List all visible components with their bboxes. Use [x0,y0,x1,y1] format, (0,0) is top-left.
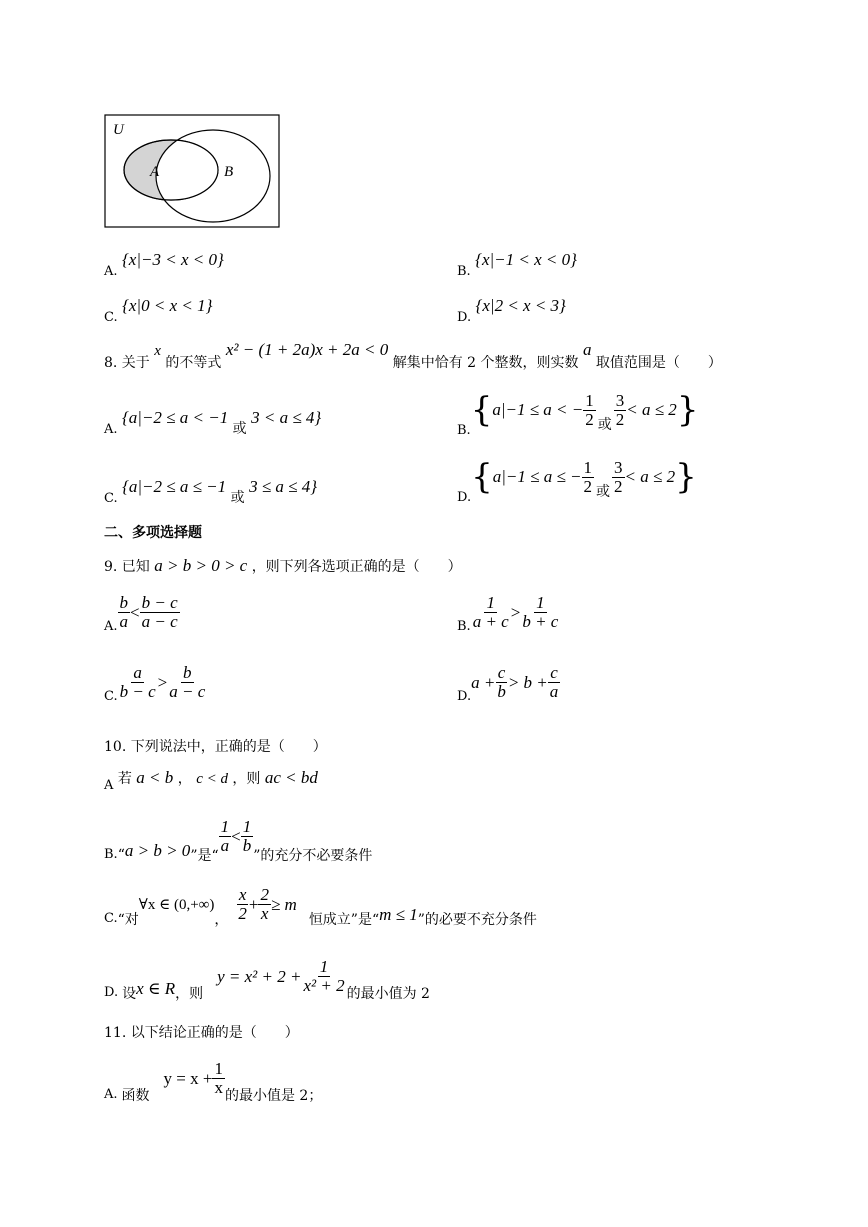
option-or: 或 [230,490,245,506]
q10-option-d [104,957,430,1002]
option-expr: {x|−1 < x < 0} [475,250,577,269]
text-tail: ”的充分不必要条件 [253,847,373,864]
q9-suffix: ，则下列各选项正确的是（ ） [251,559,462,575]
q8-var-x: x [154,343,161,359]
left-brace: { [471,457,493,497]
q8-inequality: x² − (1 + 2a)x + 2a < 0 [225,340,389,359]
option-label: B. [104,847,118,862]
expr-lhs: y = x² + 2 + [217,966,302,986]
option-label: C. [104,491,118,506]
option-label: A. [104,1087,118,1102]
q9-prefix: 9. 已知 [104,559,150,575]
fraction-half: $\frac{1}{2}$ [585,390,594,429]
label-b: B [224,164,234,180]
label-u: U [113,122,124,138]
text-holds: 恒成立”是“ [308,911,380,928]
q10-stem: 10. 下列说法中，正确的是（ ） [104,739,327,755]
option-part1: a|−1 ≤ a ≤ − [492,467,582,486]
text-if: 若 [117,771,132,787]
expr-2: c < d [196,771,228,787]
text-then: ，则 [175,985,204,1002]
fraction: $\frac{1}{\text{x² + 2}}$ [303,957,345,995]
venn-diagram [104,114,281,229]
option-label: A [104,778,114,793]
option-part2: < a ≤ 2 [624,467,676,486]
label-a: A [150,164,160,180]
q7-option-d [457,296,566,325]
text-is: ”是“ [190,847,219,864]
q7-option-b [457,250,577,279]
option-label: B. [457,619,471,634]
operator: < [130,602,140,622]
q8-stem [104,340,722,371]
fraction-right: $\frac{1}{b + c}$ [522,593,559,631]
quote-open: “ [117,846,125,863]
text-tail: 的最小值为 2 [346,985,430,1002]
q8-tail2: 取值范围是（ ） [595,355,722,371]
left-brace: { [470,390,493,430]
option-expr: {x|−3 < x < 0} [121,250,224,269]
expr-1: a > b > 0 [124,840,191,860]
option-part1: {a|−2 ≤ a < −1 [121,408,229,427]
option-label: A. [104,264,118,279]
q8-mid: 的不等式 [165,355,222,371]
q9-option-a [104,593,180,634]
fraction-right: $\frac{c}{a}$ [549,663,559,701]
expr-lhs: y = x + [163,1068,213,1088]
expr-ge-m: ≥ m [270,894,297,914]
q8-number: 8. 关于 [104,355,150,371]
expr-mid: > b + [507,672,548,692]
option-part1: {a|−2 ≤ a ≤ −1 [122,477,227,496]
expr-x-in-r: x ∈ R [136,978,176,998]
sep-1: ， [177,771,192,787]
text-for: “对 [117,911,139,928]
fraction-right: $\frac{b - c}{a - c}$ [141,593,178,631]
option-label: D. [457,310,472,325]
operator: < [231,826,241,846]
q11-option-a [104,1059,323,1104]
option-part2: 3 < a ≤ 4} [251,408,322,427]
text-function: 函数 [121,1087,150,1104]
option-expr: {x|0 < x < 1} [122,296,213,315]
fraction-left: $\frac{1}{a}$ [220,817,230,855]
option-part2: < a ≤ 2 [626,400,677,419]
option-or: 或 [596,484,611,500]
fraction-left: $\frac{b}{a}$ [119,593,129,631]
text-tail: 的最小值是 2； [224,1087,323,1104]
option-label: B. [457,264,471,279]
plus: + [248,894,259,914]
expr-pre: a + [471,672,496,692]
fraction-three-halves: $\frac{3}{2}$ [614,457,623,496]
q7-option-a [104,250,224,279]
fraction-right: $\frac{b}{a - c}$ [169,663,206,701]
option-expr: {x|2 < x < 3} [475,296,566,315]
q9-condition: a > b > 0 > c [154,556,248,575]
q10-option-b [104,817,373,864]
q8-option-d [457,457,697,505]
q9-option-c [104,663,207,704]
option-or: 或 [597,417,612,433]
option-or: 或 [232,421,247,437]
option-label: C. [104,911,118,926]
option-part1: a|−1 ≤ a < − [492,400,584,419]
q10-option-c [104,885,537,928]
option-part2: 3 ≤ a ≤ 4} [249,477,318,496]
q8-option-a [104,408,322,437]
text-tail: ”的必要不充分条件 [417,911,537,928]
sep: ， [214,911,229,928]
fraction-left: $\frac{a}{b - c}$ [119,663,156,701]
option-label: C. [104,689,118,704]
expr-1: a < b [136,768,174,787]
fraction-right: $\frac{1}{b}$ [242,817,252,855]
q10-option-a [104,768,318,793]
option-label: A. [104,619,118,634]
q9-option-d [457,663,560,704]
q7-option-c [104,296,213,325]
expr-forall: ∀x ∈ (0,+∞) [138,897,215,913]
option-label: D. [457,689,472,704]
q8-tail1: 解集中恰有 2 个整数，则实数 [392,355,579,371]
option-label: C. [104,310,118,325]
operator: > [157,672,168,692]
fraction-left: $\frac{c}{b}$ [497,663,506,701]
operator: > [510,602,521,622]
expr-3: ac < bd [264,768,318,787]
q8-option-b [457,390,699,438]
sep-2: ，则 [232,771,261,787]
text-let: 设 [122,985,137,1002]
fraction-right: $\frac{2}{x}$ [260,885,269,923]
q8-option-c [104,477,318,506]
fraction-three-halves: $\frac{3}{2}$ [615,390,625,429]
q8-var-a: a [582,340,592,359]
q9-option-b [457,593,560,634]
fraction-left: $\frac{1}{a + c}$ [472,593,509,631]
expr-m: m ≤ 1 [379,904,418,924]
option-label: B. [457,422,471,438]
q11-stem: 11. 以下结论正确的是（ ） [104,1025,299,1041]
q9-stem [104,556,462,576]
fraction-half: $\frac{1}{2}$ [583,457,593,496]
option-label: A. [104,422,118,437]
fraction-left: $\frac{x}{2}$ [238,885,247,923]
right-brace: } [676,390,699,430]
option-label: D. [104,985,119,1000]
right-brace: } [675,457,697,497]
fraction: $\frac{1}{x}$ [214,1059,223,1097]
option-label: D. [457,489,472,505]
section-heading: 二、多项选择题 [104,525,202,541]
